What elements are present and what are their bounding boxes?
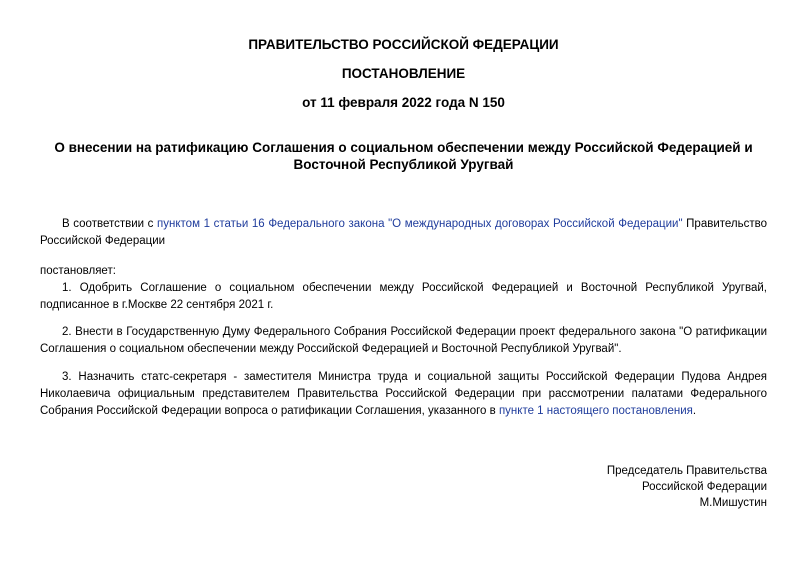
document-type: ПОСТАНОВЛЕНИЕ — [341, 66, 466, 81]
signature-position: Председатель Правительства — [606, 465, 767, 477]
signature-name: М.Мишустин — [699, 497, 767, 509]
law-article-link[interactable]: пунктом 1 статьи 16 Федерального закона "О международных договорах Российской Федерации" — [157, 218, 683, 230]
intro-prefix: В соответствии с — [62, 218, 158, 230]
intro-paragraph — [40, 216, 767, 250]
signature-organization: Российской Федерации — [641, 481, 767, 493]
decree-item-3 — [40, 369, 767, 420]
item3-text: 3. Назначить статс-секретаря - заместителя Министра труда и социальной защиты Российской Федерации Пудова Андрея Николаевича официальным представителем Правительства Российской Федерации при рассмотрении палатами Федерального Собрания Российской Федерации вопроса о ратификации Соглашения, указанного в — [40, 371, 767, 417]
intro-suffix: Правительство Российской Федерации — [40, 218, 767, 247]
subject-line-2: Восточной Республикой Уругвай — [293, 157, 514, 172]
decree-item-2: 2. Внести в Государственную Думу Федерального Собрания Российской Федерации проект федерального закона "О ратификации Соглашения о социальном обеспечении между Российской Федерацией и Восточной Республикой Уругвай". — [40, 326, 767, 355]
subject-line-1: О внесении на ратификацию Соглашения о социальном обеспечении между Российской Федерацией и — [54, 140, 753, 155]
decree-item-1: 1. Одобрить Соглашение о социальном обеспечении между Российской Федерацией и Восточной Республикой Уругвай, подписанное в г.Москве 22 сентября 2021 г. — [40, 282, 767, 311]
issuer-title: ПРАВИТЕЛЬСТВО РОССИЙСКОЙ ФЕДЕРАЦИИ — [248, 37, 559, 52]
document-date-number: от 11 февраля 2022 года N 150 — [302, 95, 505, 110]
point-1-link[interactable]: пункте 1 настоящего постановления — [498, 405, 693, 417]
item3-suffix: . — [692, 405, 697, 417]
decree-word: постановляет: — [40, 265, 116, 277]
document-subject — [40, 139, 767, 173]
